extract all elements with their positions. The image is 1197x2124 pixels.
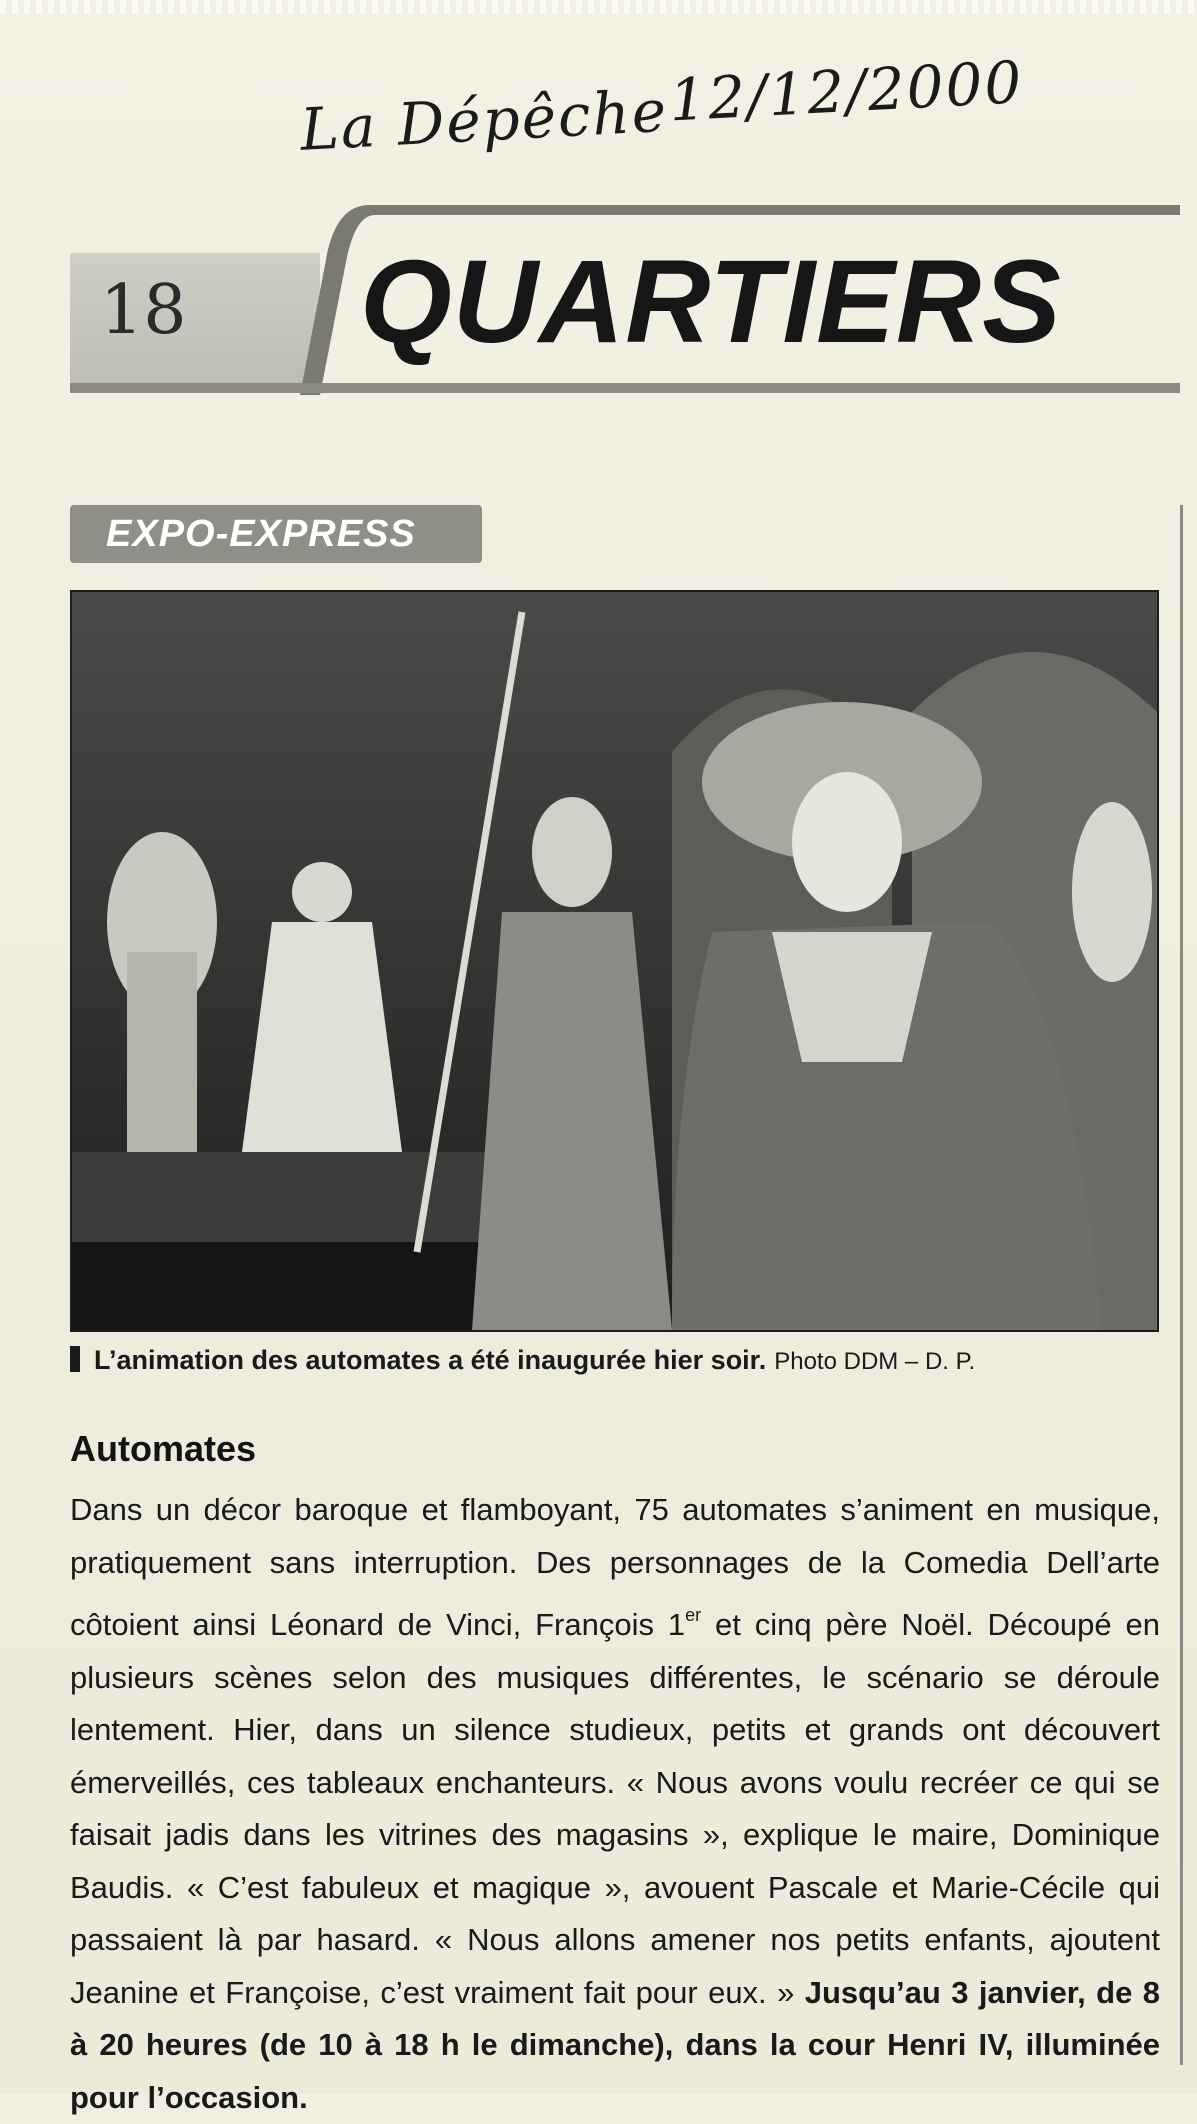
section-title: QUARTIERS — [360, 236, 1062, 368]
caption-text: L’animation des automates a été inaugurée hier soir. — [94, 1345, 767, 1375]
article-title: Automates — [70, 1428, 257, 1469]
handwritten-source: La Dépêche — [298, 76, 670, 164]
photo-credit: Photo DDM – D. P. — [774, 1348, 976, 1375]
body-text-1: Dans un décor baroque et flamboyant, 75 automates s’animent en musique, pratiquement sans interruption. Des personnages de la Comedia Dell’arte côtoient ainsi Léonard de Vinci, François 1 — [70, 1492, 1160, 1642]
rubric-tag — [70, 505, 482, 563]
caption-marker — [70, 1346, 80, 1372]
article-paragraph — [70, 1484, 1160, 2124]
column-rule — [1180, 505, 1183, 2065]
header-bottom-rule — [70, 383, 1180, 393]
article-photo — [70, 590, 1159, 1332]
page-number: 18 — [100, 271, 187, 350]
photo-caption — [70, 1345, 1160, 1385]
rubric-label: EXPO-EXPRESS — [106, 513, 416, 555]
torn-edge — [0, 0, 1197, 14]
event-info: Jusqu’au 3 janvier, de 8 à 20 heures (de 10 à 18 h le dimanche), dans la cour Henri IV, illuminée pour l’occasion. — [70, 1974, 1160, 2115]
article-body — [70, 1484, 1160, 2124]
header-top-rule — [370, 205, 1180, 215]
body-text-2: et cinq père Noël. Découpé en plusieurs scènes selon des musiques différentes, le scénario se déroule lentement. Hier, dans un silence studieux, petits et grands ont découvert émerveillés, ces tableaux enchanteurs. « Nous avons voulu recréer ce qui se faisait jadis dans les vitrines des magasins », explique le maire, Dominique Baudis. « C’est fabuleux et magique », avouent Pascale et Marie-Cécile qui passaient là par hasard. « Nous allons amener nos petits enfants, ajoutent Jeanine et Françoise, c’est vraiment fait pour eux. » — [70, 1607, 1160, 2010]
ordinal-superscript: er — [685, 1605, 702, 1625]
handwritten-date: 12/12/2000 — [667, 48, 1025, 135]
photo-illustration — [72, 592, 1157, 1330]
section-header — [70, 205, 1180, 395]
